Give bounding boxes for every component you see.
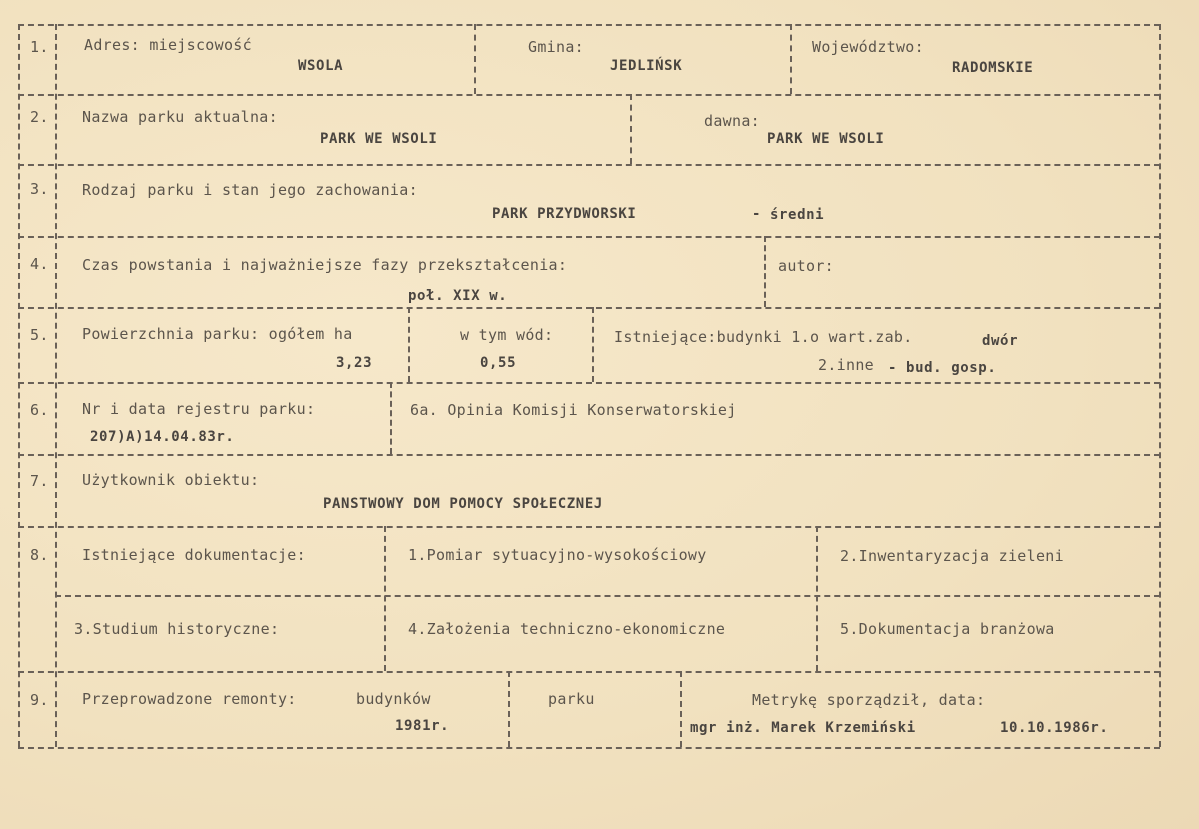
park-type-value: PARK PRZYDWORSKI — [492, 206, 637, 222]
row-number-2: 2. — [30, 108, 49, 126]
area-value: 3,23 — [336, 355, 373, 371]
creation-time-label: Czas powstania i najważniejsze fazy przekształcenia: — [82, 256, 568, 274]
rule-4-5 — [18, 307, 1160, 309]
rule-row2-a — [630, 94, 632, 164]
doc-greenery-inventory: 2.Inwentaryzacja zieleni — [840, 547, 1064, 565]
water-value: 0,55 — [480, 355, 517, 371]
rule-row4-a — [764, 236, 766, 307]
doc-industry: 5.Dokumentacja branżowa — [840, 620, 1055, 638]
gmina-value: JEDLIŃSK — [610, 58, 683, 74]
rule-5-6 — [18, 382, 1160, 384]
rule-row1-b — [790, 24, 792, 94]
rule-row1-a — [474, 24, 476, 94]
row-number-5: 5. — [30, 326, 49, 344]
row-number-1: 1. — [30, 38, 49, 56]
user-value: PANSTWOWY DOM POMOCY SPOŁECZNEJ — [323, 496, 603, 512]
former-name-value: PARK WE WSOLI — [767, 131, 885, 147]
author-label: autor: — [778, 257, 834, 275]
rule-3-4 — [18, 236, 1160, 238]
rule-row8-b — [816, 526, 818, 671]
doc-technical-economic: 4.Założenia techniczno-ekonomiczne — [408, 620, 726, 638]
user-label: Użytkownik obiektu: — [82, 471, 260, 489]
rule-6-7 — [18, 454, 1160, 456]
rule-1-2 — [18, 94, 1160, 96]
row-number-7: 7. — [30, 472, 49, 490]
register-value: 207)A)14.04.83r. — [90, 429, 235, 445]
address-value: WSOLA — [298, 58, 344, 74]
rule-right — [1159, 24, 1161, 747]
rule-row5-b — [592, 307, 594, 382]
park-type-dash: - — [752, 206, 762, 222]
documentation-label: Istniejące dokumentacje: — [82, 546, 306, 564]
row-number-6: 6. — [30, 401, 49, 419]
row-number-3: 3. — [30, 180, 49, 198]
creation-time-value: poł. XIX w. — [408, 288, 508, 304]
record-author-label: Metrykę sporządził, data: — [752, 691, 986, 709]
gmina-label: Gmina: — [528, 38, 584, 56]
conservation-opinion-label: 6a. Opinia Komisji Konserwatorskiej — [410, 401, 737, 419]
rule-2-3 — [18, 164, 1160, 166]
current-name-value: PARK WE WSOLI — [320, 131, 438, 147]
rule-left — [18, 24, 20, 747]
rule-number-column — [55, 24, 57, 747]
renovations-buildings-label: budynków — [356, 690, 431, 708]
park-condition-value: średni — [770, 207, 825, 223]
current-name-label: Nazwa parku aktualna: — [82, 108, 278, 126]
record-date-value: 10.10.1986r. — [1000, 720, 1109, 736]
rule-top — [18, 24, 1160, 26]
voivodeship-label: Województwo: — [812, 38, 924, 56]
rule-row5-a — [408, 307, 410, 382]
buildings-other-label: 2.inne — [818, 356, 874, 374]
doc-survey: 1.Pomiar sytuacyjno-wysokościowy — [408, 546, 707, 564]
renovations-park-label: parku — [548, 690, 595, 708]
buildings-historic-value: dwór — [982, 333, 1019, 349]
register-label: Nr i data rejestru parku: — [82, 400, 316, 418]
former-name-label: dawna: — [704, 112, 760, 130]
water-label: w tym wód: — [460, 326, 554, 344]
record-author-value: mgr inż. Marek Krzemiński — [690, 720, 916, 736]
row-number-9: 9. — [30, 691, 49, 709]
rule-row6-a — [390, 382, 392, 454]
voivodeship-value: RADOMSKIE — [952, 60, 1034, 76]
rule-bottom — [18, 747, 1160, 749]
rule-8-9 — [18, 671, 1160, 673]
rule-row9-a — [508, 671, 510, 747]
buildings-other-value: - bud. gosp. — [888, 360, 997, 376]
area-label: Powierzchnia parku: ogółem ha — [82, 325, 353, 343]
rule-row8-a — [384, 526, 386, 671]
renovations-buildings-value: 1981r. — [395, 718, 450, 734]
buildings-label: Istniejące:budynki 1.o wart.zab. — [614, 328, 913, 346]
row-number-4: 4. — [30, 255, 49, 273]
rule-7-8 — [18, 526, 1160, 528]
park-type-label: Rodzaj parku i stan jego zachowania: — [82, 181, 418, 199]
address-label: Adres: miejscowość — [84, 36, 252, 54]
renovations-label: Przeprowadzone remonty: — [82, 690, 297, 708]
rule-8-split — [55, 595, 1160, 597]
doc-historical-study: 3.Studium historyczne: — [74, 620, 280, 638]
row-number-8: 8. — [30, 546, 49, 564]
rule-row9-b — [680, 671, 682, 747]
